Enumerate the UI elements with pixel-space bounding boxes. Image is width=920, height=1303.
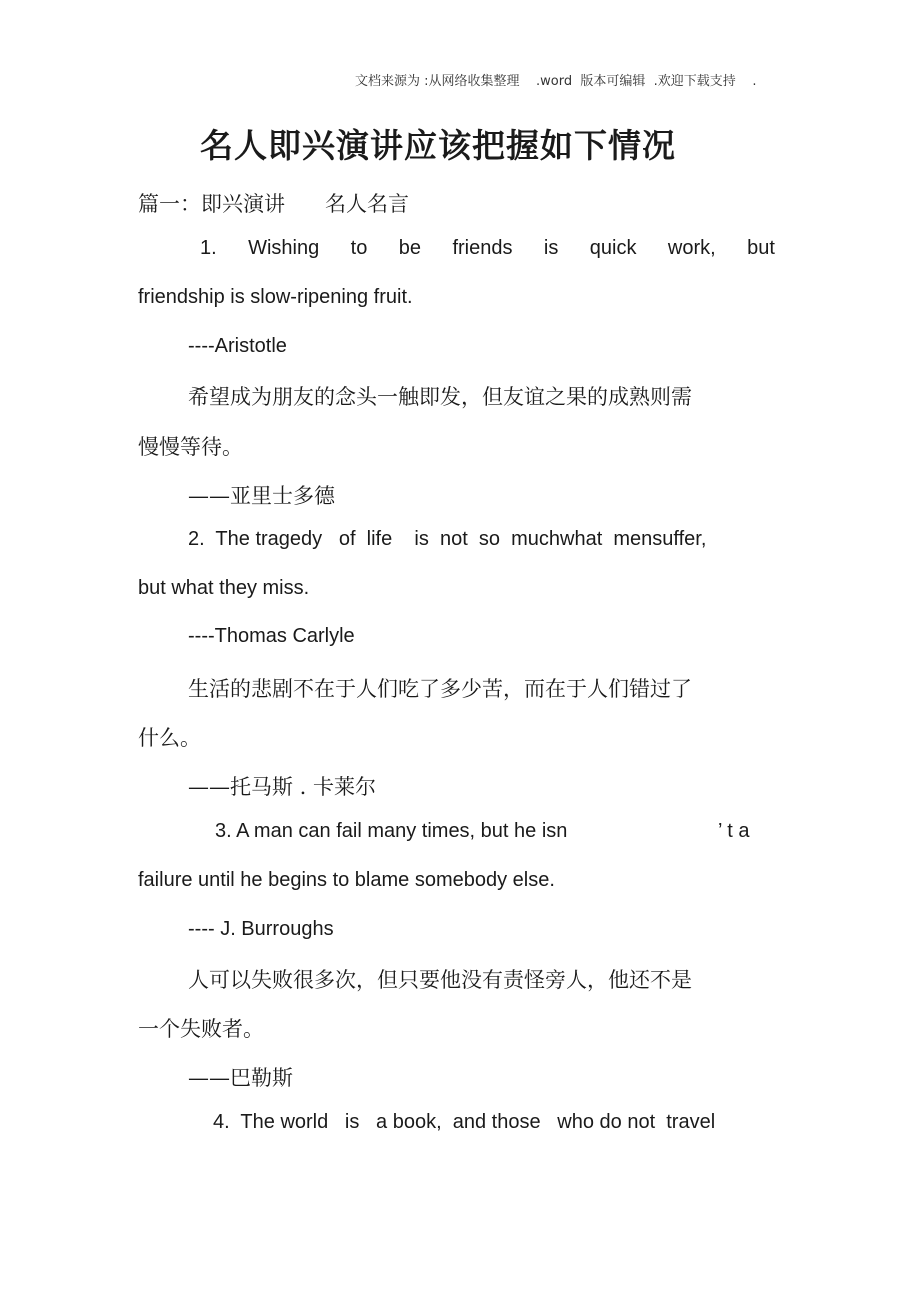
quote-1-word: but xyxy=(747,237,775,259)
quote-2-author-en: ----Thomas Carlyle xyxy=(188,625,355,647)
quote-3-author-en: ---- J. Burroughs xyxy=(188,918,334,940)
quote-1-author-en: ----Aristotle xyxy=(188,335,287,357)
quote-2-author-cn: ——托马斯 . 卡莱尔 xyxy=(188,775,377,799)
page-title: 名人即兴演讲应该把握如下情况 xyxy=(200,126,676,165)
quote-1-word: quick xyxy=(589,237,637,259)
quote-1-word: friends xyxy=(452,237,513,259)
quote-2-english-line-1: 2. The tragedy of life is not so muchwhat mensuffer, xyxy=(188,528,707,550)
quote-1-word: be xyxy=(398,237,422,259)
quote-1-chinese-line-1: 希望成为朋友的念头一触即发，但友谊之果的成熟则需 xyxy=(188,385,692,409)
quote-1-author-cn: ——亚里士多德 xyxy=(188,484,335,508)
quote-1-word: is xyxy=(543,237,559,259)
quote-1-chinese-line-2: 慢慢等待。 xyxy=(138,435,243,459)
section-heading: 篇一：即兴演讲 名人名言 xyxy=(138,192,410,216)
quote-2-chinese-line-1: 生活的悲剧不在于人们吃了多少苦，而在于人们错过了 xyxy=(188,677,692,701)
quote-1-english-line-1 xyxy=(200,237,775,260)
quote-1-word: work, xyxy=(667,237,716,259)
quote-3-author-cn: ——巴勒斯 xyxy=(188,1066,293,1090)
quote-1-word: Wishing xyxy=(248,237,320,259)
quote-3-english-line-2: failure until he begins to blame somebody else. xyxy=(138,869,555,891)
quote-1-word: to xyxy=(350,237,368,259)
header-note: 文档来源为 :从网络收集整理 .word 版本可编辑 .欢迎下载支持 . xyxy=(355,74,757,89)
quote-2-chinese-line-2: 什么。 xyxy=(138,726,201,750)
quote-3-chinese-line-2: 一个失败者。 xyxy=(138,1017,264,1041)
quote-1-english-line-2: friendship is slow-ripening fruit. xyxy=(138,286,413,308)
quote-1-word: 1. xyxy=(200,237,217,259)
quote-3-chinese-line-1: 人可以失败很多次，但只要他没有责怪旁人，他还不是 xyxy=(188,968,692,992)
quote-3-english-line-1-part-1: 3. A man can fail many times, but he isn xyxy=(215,820,568,842)
quote-4-english-line-1: 4. The world is a book, and those who do not travel xyxy=(213,1111,716,1133)
quote-3-english-line-1-part-2: ’ t a xyxy=(718,820,750,842)
quote-2-english-line-2: but what they miss. xyxy=(138,577,310,599)
